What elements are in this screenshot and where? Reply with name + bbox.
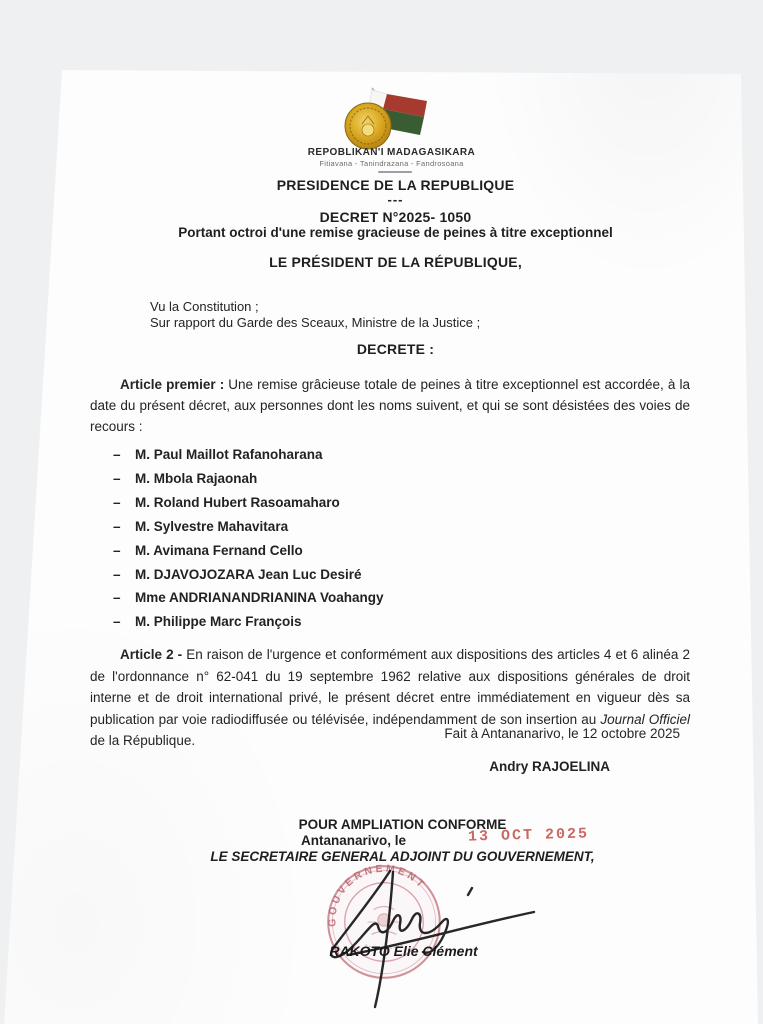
- date-stamp: 13 OCT 2025: [467, 825, 590, 846]
- place-and-date: Fait à Antananarivo, le 12 octobre 2025: [444, 726, 680, 741]
- visa-line: Sur rapport du Garde des Sceaux, Ministre de la Justice ;: [150, 314, 481, 330]
- person-name: M. Mbola Rajaonah: [135, 470, 258, 486]
- list-item: [113, 586, 384, 610]
- list-dash: –: [113, 590, 121, 606]
- article-2-label: Article 2 -: [120, 647, 183, 662]
- person-name: M. Paul Maillot Rafanoharana: [135, 447, 323, 462]
- person-name: M. DJAVOJOZARA Jean Luc Desiré: [135, 566, 362, 582]
- list-item: [113, 563, 384, 587]
- list-dash: –: [113, 566, 121, 582]
- list-dash: –: [113, 542, 121, 558]
- institution-title: PRESIDENCE DE LA REPUBLIQUE: [276, 177, 515, 193]
- list-item: [113, 539, 384, 563]
- motto-underline: [378, 171, 412, 173]
- handwritten-signature-icon: [272, 857, 582, 1022]
- person-name: M. Sylvestre Mahavitara: [135, 518, 289, 534]
- list-dash: –: [113, 447, 121, 462]
- journal-officiel-italic: Journal Officiel: [600, 711, 690, 727]
- article-1-paragraph: [90, 374, 690, 437]
- article-1-body: Une remise grâcieuse totale de peines à titre exceptionnel est accordée, à la date du présent décret, aux personnes dont les noms suivent, et qui se sont désistées des voies de recours :: [90, 377, 690, 434]
- list-dash: –: [113, 518, 121, 534]
- person-name: M. Roland Hubert Rasoamaharo: [135, 494, 340, 510]
- article-1-label: Article premier :: [120, 377, 225, 392]
- list-dash: –: [113, 614, 121, 630]
- article-2-body-end: de la République.: [90, 733, 196, 748]
- national-motto: Fitiavana - Tanindrazana - Fandrosoana: [319, 159, 464, 168]
- person-name: Mme ANDRIANANDRIANINA Voahangy: [135, 590, 384, 606]
- list-dash: –: [113, 470, 121, 486]
- person-name: M. Avimana Fernand Cello: [135, 542, 303, 558]
- salutation: LE PRÉSIDENT DE LA RÉPUBLIQUE,: [269, 254, 522, 270]
- visa-line: Vu la Constitution ;: [150, 299, 259, 314]
- list-dash: –: [113, 494, 121, 510]
- list-item: [113, 443, 384, 467]
- secretary-general-role: LE SECRETAIRE GENERAL ADJOINT DU GOUVERNEMENT,: [210, 849, 595, 864]
- decree-number: DECRET N°2025- 1050: [319, 209, 472, 225]
- ampliation-title: POUR AMPLIATION CONFORME: [298, 817, 507, 832]
- round-stamp-text: GOUVERNEMENT: [327, 863, 428, 927]
- list-item: [113, 467, 384, 491]
- pardoned-names-list: [113, 443, 384, 634]
- list-item: [113, 610, 384, 634]
- list-item: [113, 491, 384, 515]
- person-name: M. Philippe Marc François: [135, 614, 302, 630]
- title-separator: ---: [387, 192, 404, 207]
- visa-clauses: [150, 299, 480, 330]
- list-item: [113, 515, 384, 539]
- signatory-name: RAKOTO Elie Clément: [329, 943, 478, 959]
- ampliation-place-line: Antananarivo, le: [300, 833, 407, 848]
- article-2-body-start: En raison de l'urgence et conformément aux dispositions des articles 4 et 6 alinéa 2 de l'ordonnance n° 62-041 du 19 septembre 1962 relative aux dispositions générales de droit interne et de droit international privé, le présent décret entre immédiatement en vigueur dès sa publication par voie radiodiffusée ou télévisée, indépendamment de son insertion au: [90, 647, 690, 727]
- president-name: Andry RAJOELINA: [489, 759, 610, 774]
- country-name: REPOBLIKAN'I MADAGASIKARA: [307, 147, 476, 158]
- decree-subject: Portant octroi d'une remise gracieuse de peines à titre exceptionnel: [178, 225, 613, 240]
- madagascar-emblem-icon: [322, 86, 432, 150]
- enactment-word: DECRETE :: [356, 341, 435, 357]
